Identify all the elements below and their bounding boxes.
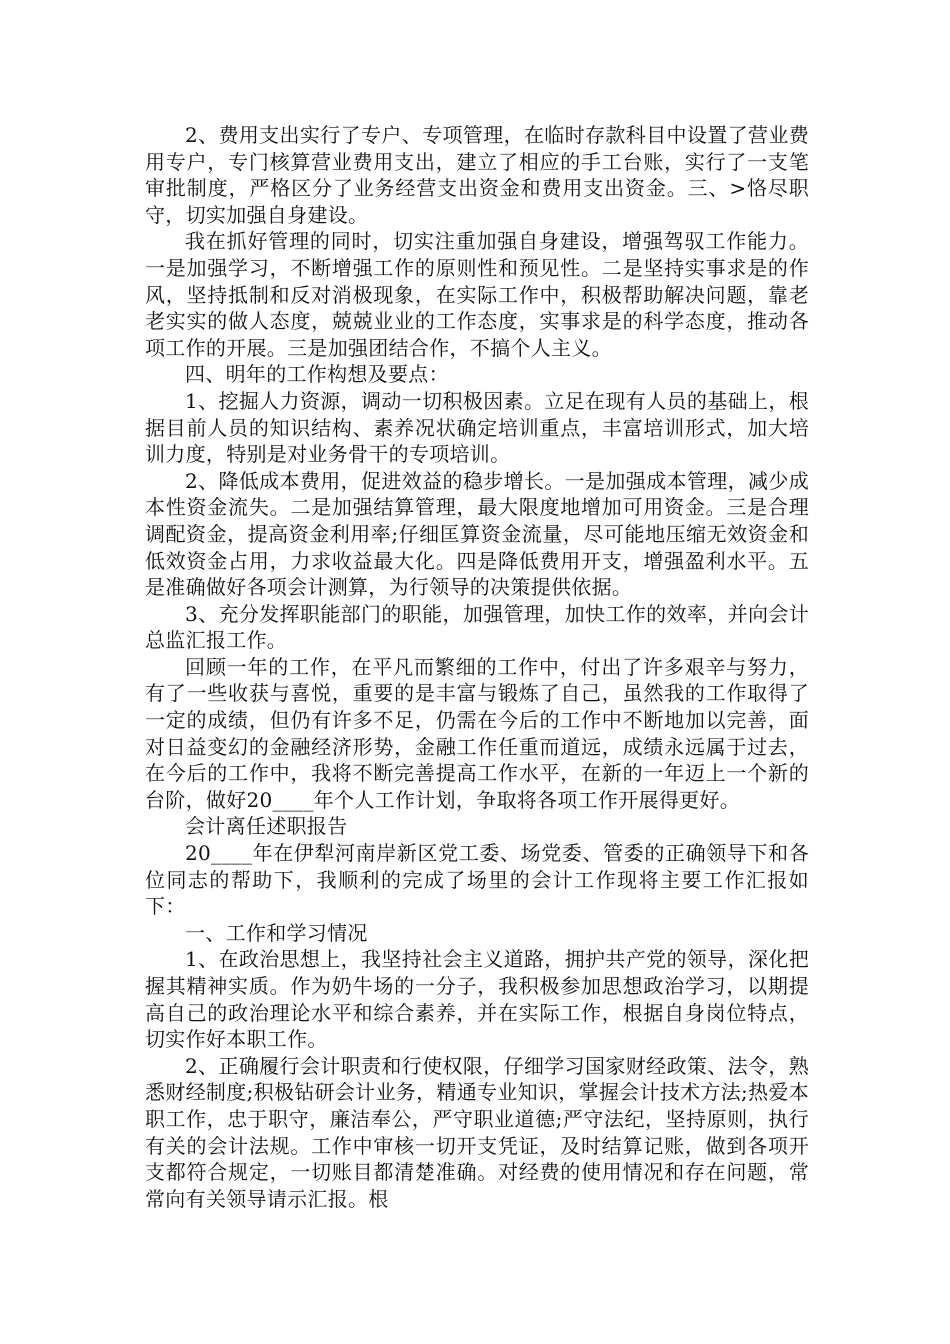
paragraph-political-thought: 1、在政治思想上，我坚持社会主义道路，拥护共产党的领导，深化把握其精神实质。作为奶牛场的一分子，我积极参加思想政治学习，以期提高自己的政治理论水平和综合素养，并在实际工作，根据自身岗位特点，切实作好本职工作。: [145, 947, 809, 1052]
report-title: 会计离任述职报告: [185, 814, 348, 839]
section-heading-next-year-plan: 四、明年的工作构想及要点：: [185, 362, 449, 387]
paragraph-cost-reduction: 2、降低成本费用，促进效益的稳步增长。一是加强成本管理，减少成本性资金流失。二是加强结算管理，最大限度地增加可用资金。三是合理调配资金，提高资金利用率;仔细匡算资金流量，尽可能地压缩无效资金和低效资金占用，力求收益最大化。四是降低费用开支，增强盈利水平。五是准确做好各项会计测算，为行领导的决策提供依据。: [145, 468, 809, 600]
paragraph-report-intro: 20____年在伊犁河南岸新区党工委、场党委、管委的正确领导下和各位同志的帮助下，我顺利的完成了场里的会计工作现将主要工作汇报如下：: [145, 841, 809, 919]
section-heading-work-study: 一、工作和学习情况: [185, 920, 368, 945]
paragraph-expense-management: 2、费用支出实行了专户、专项管理，在临时存款科目中设置了营业费用专户，专门核算营业费用支出，建立了相应的手工台账，实行了一支笔审批制度，严格区分了业务经营支出资金和费用支出资金。三、>恪尽职守，切实加强自身建设。: [145, 123, 809, 227]
paragraph-self-development: 我在抓好管理的同时，切实注重加强自身建设，增强驾驭工作能力。一是加强学习，不断增强工作的原则性和预见性。二是坚持实事求是的作风，坚持抵制和反对消极现象，在实际工作中，积极帮助解决问题，靠老老实实的做人态度，兢兢业业的工作态度，实事求是的科学态度，推动各项工作的开展。三是加强团结合作，不搞个人主义。: [145, 229, 809, 360]
document-body: [145, 122, 809, 1212]
paragraph-year-review: 回顾一年的工作，在平凡而繁细的工作中，付出了许多艰辛与努力，有了一些收获与喜悦，重要的是丰富与锻炼了自己，虽然我的工作取得了一定的成绩，但仍有许多不足，仍需在今后的工作中不断地加以完善，面对日益变幻的金融经济形势，金融工作任重而道远，成绩永远属于过去，在今后的工作中，我将不断完善提高工作水平，在新的一年迈上一个新的台阶，做好20____年个人工作计划，争取将各项工作开展得更好。: [145, 654, 809, 812]
paragraph-accounting-duties: 2、正确履行会计职责和行使权限，仔细学习国家财经政策、法令，熟悉财经制度;积极钻研会计业务，精通专业知识，掌握会计技术方法;热爱本职工作，忠于职守，廉洁奉公，严守职业道德;严守法纪，坚持原则，执行有关的会计法规。工作中审核一切开支凭证，及时结算记账，做到各项开支都符合规定，一切账目都清楚准确。对经费的使用情况和存在问题，常常向有关领导请示汇报。根: [145, 1053, 809, 1211]
paragraph-human-resources: 1、挖掘人力资源，调动一切积极因素。立足在现有人员的基础上，根据目前人员的知识结构、素养况状确定培训重点，丰富培训形式，加大培训力度，特别是对业务骨干的专项培训。: [145, 388, 809, 467]
paragraph-functional-departments: 3、充分发挥职能部门的职能，加强管理，加快工作的效率，并向会计总监汇报工作。: [145, 601, 809, 653]
